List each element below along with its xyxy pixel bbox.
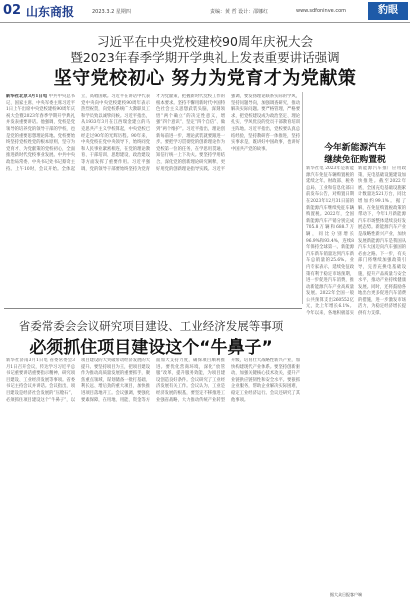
side-title-line1: 今年新能源汽车 — [324, 143, 386, 153]
page-header — [0, 0, 410, 23]
side-title-line2: 继续免征购置税 — [324, 155, 386, 165]
site-url: www.sdfoninve.com — [296, 8, 347, 14]
column-divider — [302, 92, 303, 304]
footer-credit: 据大众日报客户端 — [330, 592, 362, 597]
lead-title-line1: 习近平在中央党校建校90周年庆祝大会 — [97, 34, 313, 49]
editors: 责编：黄 哲 设计：邵娜红 — [210, 9, 269, 15]
lead-title-main: 坚守党校初心 努力为党育才为党献策 — [53, 68, 357, 89]
page-number: 02 — [3, 3, 22, 18]
paper-name: 山东商报 — [26, 5, 75, 19]
second-article: 新华社济南3月1日电 省委常委会3月1日召开会议，传达学习习近平总书记重要讲话重要指示精神，研究项目建设、工业经济发展等事项。省委书记主持会议并讲话。会议指出，项目建设是经济社会发展的“压舱石”，必须抓住项目建设这个“牛鼻子”，以项目建设的大突破带动经济发展的大提升。要坚持项目为王，把项目建设作为推动高质量发展的重要抓手，聚焦重点领域，谋划储备一批打基础、利长远、增后劲的重大项目，加快推进项目落地开工。会议强调，要强化要素保障，在用地、用能、资金等方面加大支持力度，确保项目顺利推进。要优化营商环境，深化“放管服”改革，提升服务效能，为项目建设创造良好条件。会议研究了工业经济发展有关工作。会议认为，工业是经济发展的根基，要坚定不移推进工业强省战略，大力推动传统产业转型升级，培育壮大战略性新兴产业，加快构建现代产业体系。要坚持创新驱动，加强关键核心技术攻关，提升产业链供应链韧性和安全水平。要狠抓企业服务，帮助企业解决实际困难，稳定工业经济运行。会议还研究了其他事项。 — [6, 358, 300, 403]
lead-body: 中共中央总书记、国家主席、中央军委主席习近平1日上午出席中央党校建校90周年庆祝大会暨2023年春季学期开学典礼并发表重要讲话。他强调，党校是党领导的培养党的领导干部的学校，也是党的重要思想理论阵地。党校要始终坚持党校姓党的根本原则，坚守为党育才、为党献策的党校初心，全面推进新时代党校事业发展。中共中央政治局常委、中央书记处书记蔡奇主持。上午10时，会议开始。全体起立，高唱国歌。习近平在讲话中代表党中央向中央党校建校90周年表示热烈祝贺，向党校系统广大教职员工和学员致以诚挚问候。习近平指出，从1933年3月在江西瑞金建立的马克思共产主义学校算起，中央党校已经走过90年的光辉历程。90年来，中央党校在党中央领导下，始终同党和人民事业紧密相连，在党的理论教育、干部培训、思想建设、政治建设等方面发挥了重要作用。习近平强调，党的领导干部要始终坚持为党育才为党献策，把握新时代党校工作的根本要求。坚持不懈用新时代中国特色社会主义思想武装头脑，深刻领悟“两个确立”的决定性意义，增强“四个意识”、坚定“四个自信”、做到“两个维护”。习近平指出，理论创新每前进一步，理论武装就要跟进一步。要把学习贯彻党的创新理论作为党校第一位的任务，在学思用贯通、知信行统一上下功夫。要坚持学用结合，深化党的创新理论研究阐释，更好用党的创新理论指导实践。习近平强调，要发扬理论联系实际的学风，坚持问题导向，加强调查研究，推动解决实际问题。要严格管理，严格要求，把党校建设成为政治坚定、理论扎实、学风优良的党员干部教育培训主阵地。习近平指出，党校要认真总结经验，坚持教研咨一体推进，坚持实事求是，既讲好中国故事，也讲好中国共产党的故事。 — [6, 94, 300, 172]
lead-title-line2: 暨2023年春季学期开学典礼上发表重要讲话强调 — [70, 50, 340, 65]
lead-byline: 新华社北京3月1日电 — [6, 94, 48, 99]
issue-date: 2023.3.2 星期四 — [92, 9, 131, 15]
second-title-main: 必须抓住项目建设这个“牛鼻子” — [29, 338, 273, 358]
second-title-line1: 省委常委会会议研究项目建设、工业经济发展等事项 — [18, 319, 284, 333]
side-article: 新华社电 2023年是新能源汽车免征车辆购置税的延续之年。财政部、税务总局、工业和信息化部日前发布公告，对购置日期在2023年12月31日前的新能源汽车继续免征车辆购置税。2022年，全国新能源汽车产销分别完成705.8万辆和688.7万辆，同比分别增长96.9%和93.4%，连续8年保持全球第一。新能源汽车新车销量达到汽车新车总销量的25.6%。业内专家表示，延续免征政策有利于稳定市场预期，进一步促进汽车消费，推动新能源汽车产业高质量发展。2022年全国一般公共预算支出260552亿元，比上年增长6.1%。今年以来，各地积极落实新能源汽车推广应用政策，充电基础设施建设加快推进。截至2022年底，全国充电基础设施累计数量达521万台，同比增加约99.1%。据了解，在免征购置税政策的带动下，今年1月新能源汽车市场整体延续良好发展态势。新能源汽车产业是战略性新兴产业，加快发展新能源汽车是我国从汽车大国迈向汽车强国的必由之路。下一步，有关部门将继续加强政策引导，完善充换电基础设施，提升产品质量与安全水平，推动产业持续健康发展。同时，还将鼓励各地出台更多促进汽车消费的措施，进一步激发市场活力，为稳定经济增长提供有力支撑。 — [306, 166, 406, 317]
section-badge: 豹眼 — [368, 2, 408, 20]
lead-article — [6, 94, 300, 300]
section-divider — [4, 308, 302, 309]
